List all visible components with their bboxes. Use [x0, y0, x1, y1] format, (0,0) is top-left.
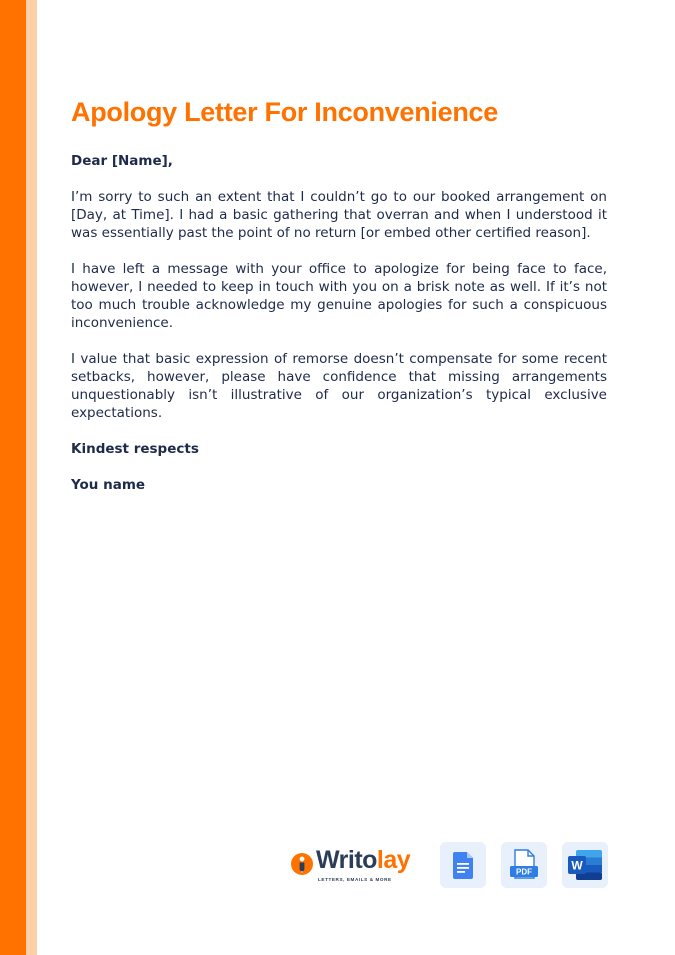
brand-part-2: lay	[376, 846, 411, 874]
signature: You name	[71, 477, 146, 493]
paragraph-1: I’m sorry to such an extent that I couldn’t go to our booked arrangement on [Day, at Time]. I had a basic gathering that overran and when I understood it was essentially past the point of no return [or embed other certified reason].	[71, 189, 607, 241]
pencil-icon	[291, 853, 313, 875]
word-icon	[562, 842, 608, 888]
google-docs-icon	[440, 842, 486, 888]
pdf-label: PDF	[516, 867, 532, 877]
pdf-download-button[interactable]	[501, 842, 547, 888]
writolay-logo[interactable]	[291, 848, 423, 886]
paragraph-3: I value that basic expression of remorse doesn’t compensate for some recent setbacks, however, please have confidence that missing arrangements unquestionably isn’t illustrative of our organization’s typical exclusive expectations.	[71, 351, 607, 421]
side-stripe-light	[26, 0, 37, 955]
google-docs-download-button[interactable]	[440, 842, 486, 888]
salutation: Dear [Name],	[71, 153, 173, 169]
side-stripe-dark	[0, 0, 26, 955]
brand-wordmark	[316, 845, 410, 875]
word-download-button[interactable]	[562, 842, 608, 888]
word-label: W	[571, 858, 583, 873]
footer	[291, 842, 609, 888]
letter-title: Apology Letter For Inconvenience	[71, 97, 498, 127]
paragraph-2: I have left a message with your office to apologize for being face to face, however, I needed to keep in touch with you on a brisk note as well. If it’s not too much trouble acknowledge my genuine apologies for such a conspicuous inconvenience.	[71, 261, 607, 331]
closing: Kindest respects	[71, 441, 199, 457]
brand-part-1: Writo	[316, 846, 377, 874]
brand-tagline: LETTERS, EMAILS & MORE	[318, 877, 392, 882]
pdf-icon	[501, 842, 547, 888]
letter-body	[71, 96, 607, 494]
